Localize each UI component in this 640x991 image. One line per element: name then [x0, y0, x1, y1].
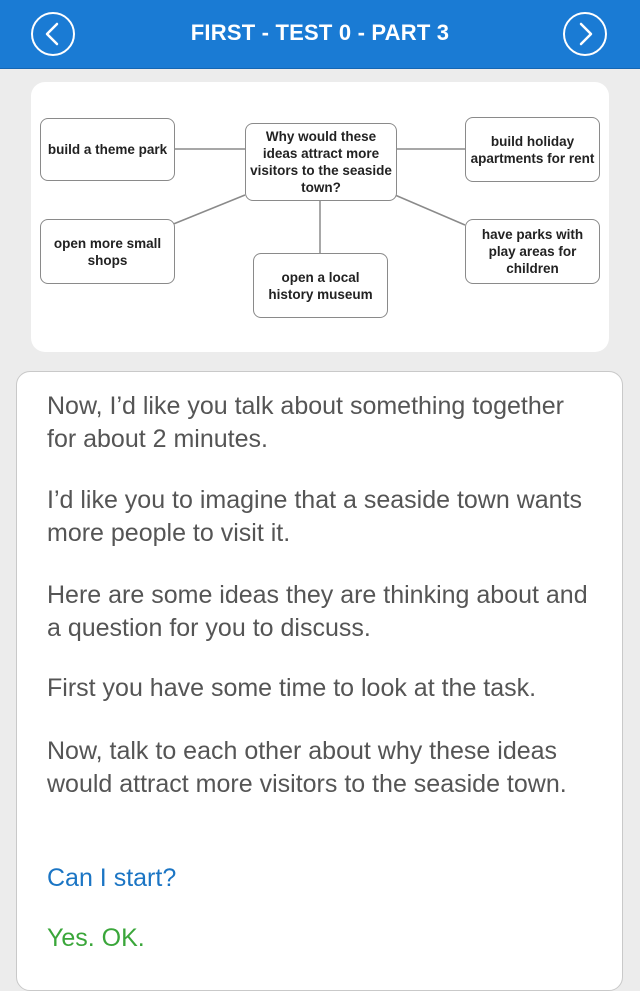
chevron-right-icon [565, 14, 605, 54]
transcript-panel[interactable] [16, 371, 623, 991]
diagram-idea-parks: have parks with play areas for children [465, 219, 600, 284]
page-title: FIRST - TEST 0 - PART 3 [190, 20, 450, 45]
connector-small-shops [171, 195, 245, 225]
transcript-paragraph: Here are some ideas they are thinking about and a question for you to discuss. [47, 581, 588, 642]
diagram-idea-small-shops: open more small shops [40, 219, 175, 284]
transcript-paragraph: I’d like you to imagine that a seaside town wants more people to visit it. [47, 486, 583, 547]
navigation-bar [0, 0, 640, 69]
candidate-question: Can I start? [47, 864, 177, 892]
mind-map-diagram [31, 82, 609, 352]
next-button[interactable] [563, 12, 607, 56]
diagram-idea-holiday-apartments: build holiday apartments for rent [465, 117, 600, 182]
diagram-idea-history-museum: open a local history museum [253, 253, 388, 318]
diagram-idea-theme-park: build a theme park [40, 118, 175, 181]
diagram-center-question: Why would these ideas attract more visitors to the seaside town? [245, 123, 397, 201]
transcript-paragraph: Now, talk to each other about why these ideas would attract more visitors to the seaside town. [47, 737, 567, 798]
transcript-paragraph: First you have some time to look at the task. [47, 674, 537, 702]
connector-parks [395, 195, 465, 225]
transcript-paragraph: Now, I’d like you talk about something together for about 2 minutes. [47, 392, 564, 453]
examiner-answer: Yes. OK. [47, 924, 145, 952]
